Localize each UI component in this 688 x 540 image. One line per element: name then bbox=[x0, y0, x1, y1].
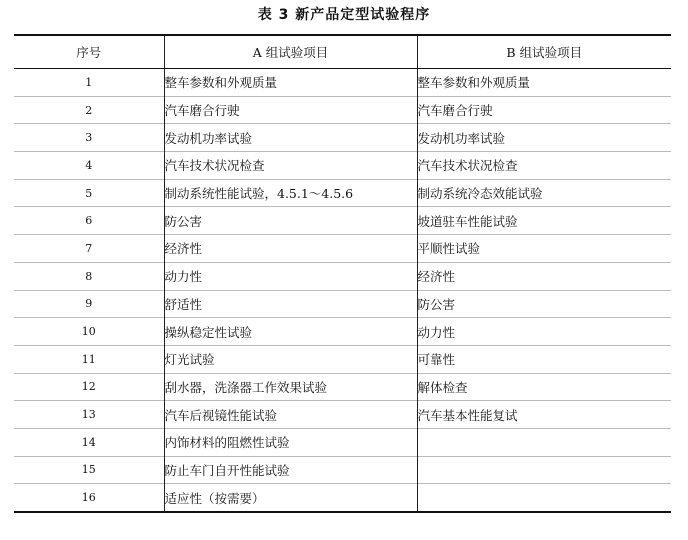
row-group-b-cell bbox=[417, 428, 671, 456]
row-seq-cell: 3 bbox=[14, 124, 164, 152]
row-group-a-cell: 操纵稳定性试验 bbox=[164, 318, 417, 346]
table-row bbox=[14, 290, 671, 318]
table-row bbox=[14, 152, 671, 180]
row-group-a-cell: 制动系统性能试验，4.5.1～4.5.6 bbox=[164, 179, 417, 207]
header-row bbox=[14, 35, 671, 69]
row-group-a-cell: 汽车后视镜性能试验 bbox=[164, 401, 417, 429]
table-row bbox=[14, 69, 671, 97]
row-group-b-cell: 可靠性 bbox=[417, 345, 671, 373]
row-group-b-cell: 制动系统冷态效能试验 bbox=[417, 179, 671, 207]
table-row bbox=[14, 318, 671, 346]
row-seq-cell: 14 bbox=[14, 428, 164, 456]
row-seq-cell: 12 bbox=[14, 373, 164, 401]
row-seq-cell: 1 bbox=[14, 69, 164, 97]
table-row bbox=[14, 124, 671, 152]
row-group-a-cell: 动力性 bbox=[164, 262, 417, 290]
row-group-b-cell: 平顺性试验 bbox=[417, 235, 671, 263]
row-seq-cell: 4 bbox=[14, 152, 164, 180]
row-seq-cell: 11 bbox=[14, 345, 164, 373]
row-group-a-cell: 适应性（按需要） bbox=[164, 484, 417, 512]
row-group-a-cell: 防公害 bbox=[164, 207, 417, 235]
row-seq-cell: 16 bbox=[14, 484, 164, 512]
table-row bbox=[14, 428, 671, 456]
row-group-b-cell: 汽车基本性能复试 bbox=[417, 401, 671, 429]
row-seq-cell: 10 bbox=[14, 318, 164, 346]
row-group-a-cell: 内饰材料的阻燃性试验 bbox=[164, 428, 417, 456]
row-group-b-cell: 经济性 bbox=[417, 262, 671, 290]
row-group-a-cell: 汽车磨合行驶 bbox=[164, 96, 417, 124]
row-group-a-cell: 防止车门自开性能试验 bbox=[164, 456, 417, 484]
table-body bbox=[14, 69, 671, 513]
test-procedure-table bbox=[14, 34, 671, 513]
row-seq-cell: 9 bbox=[14, 290, 164, 318]
row-seq-cell: 6 bbox=[14, 207, 164, 235]
row-seq-cell: 7 bbox=[14, 235, 164, 263]
header-group-a: A 组试验项目 bbox=[164, 35, 417, 69]
header-group-b: B 组试验项目 bbox=[417, 35, 671, 69]
row-group-a-cell: 发动机功率试验 bbox=[164, 124, 417, 152]
table-title: 表 3 新产品定型试验程序 bbox=[257, 7, 431, 23]
row-group-b-cell bbox=[417, 456, 671, 484]
table-row bbox=[14, 484, 671, 512]
table-row bbox=[14, 262, 671, 290]
row-group-b-cell: 防公害 bbox=[417, 290, 671, 318]
row-group-a-cell: 整车参数和外观质量 bbox=[164, 69, 417, 97]
row-group-b-cell: 坡道驻车性能试验 bbox=[417, 207, 671, 235]
row-seq-cell: 5 bbox=[14, 179, 164, 207]
row-group-a-cell: 经济性 bbox=[164, 235, 417, 263]
header-seq: 序号 bbox=[14, 35, 164, 69]
row-group-b-cell: 发动机功率试验 bbox=[417, 124, 671, 152]
row-group-b-cell: 汽车磨合行驶 bbox=[417, 96, 671, 124]
row-group-b-cell: 解体检查 bbox=[417, 373, 671, 401]
row-group-b-cell bbox=[417, 484, 671, 512]
table-row bbox=[14, 345, 671, 373]
table-row bbox=[14, 456, 671, 484]
row-group-a-cell: 汽车技术状况检查 bbox=[164, 152, 417, 180]
table-row bbox=[14, 401, 671, 429]
row-group-b-cell: 动力性 bbox=[417, 318, 671, 346]
row-seq-cell: 8 bbox=[14, 262, 164, 290]
table-row bbox=[14, 373, 671, 401]
table-row bbox=[14, 179, 671, 207]
row-group-b-cell: 汽车技术状况检查 bbox=[417, 152, 671, 180]
row-group-b-cell: 整车参数和外观质量 bbox=[417, 69, 671, 97]
table-row bbox=[14, 207, 671, 235]
row-group-a-cell: 灯光试验 bbox=[164, 345, 417, 373]
row-group-a-cell: 刮水器，洗涤器工作效果试验 bbox=[164, 373, 417, 401]
row-group-a-cell: 舒适性 bbox=[164, 290, 417, 318]
row-seq-cell: 2 bbox=[14, 96, 164, 124]
row-seq-cell: 13 bbox=[14, 401, 164, 429]
row-seq-cell: 15 bbox=[14, 456, 164, 484]
table-row bbox=[14, 235, 671, 263]
table-row bbox=[14, 96, 671, 124]
